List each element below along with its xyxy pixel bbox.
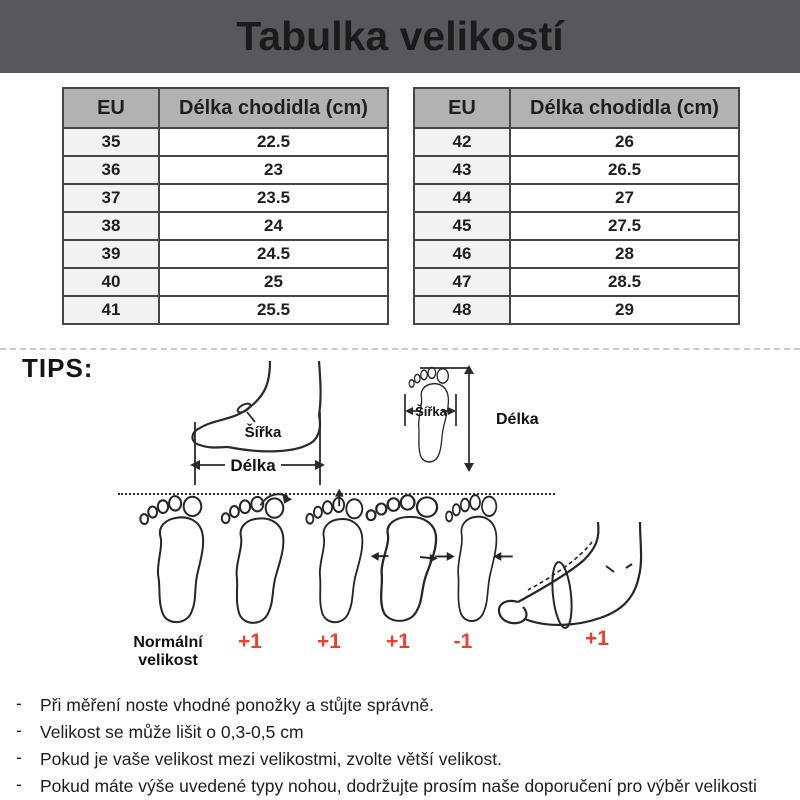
length-cell: 24 [159,212,388,240]
note-item [16,773,794,800]
note-text: Pokud je vaše velikost mezi velikostmi, zvolte větší velikost. [40,749,502,769]
length-cell: 29 [510,296,739,324]
size-cell: 48 [414,296,510,324]
column-header-eu: EU [63,88,159,128]
size-table-eu-42-48 [413,87,740,325]
side-view-foot-measure-illustration [185,358,395,490]
top-view-footprint-measure-illustration [393,360,593,478]
tips-heading: TIPS: [22,353,94,383]
size-cell: 39 [63,240,159,268]
length-cell: 25.5 [159,296,388,324]
bullet-dash: - [16,747,22,767]
footprint-normal-illustration [129,492,224,637]
length-cell: 28 [510,240,739,268]
note-item [16,746,794,773]
table-header-row [63,88,388,128]
note-text: Při měření noste vhodné ponožky a stůjte správně. [40,695,434,715]
size-cell: 44 [414,184,510,212]
column-header-eu: EU [414,88,510,128]
column-header-length: Délka chodidla (cm) [159,88,388,128]
length-cell: 23.5 [159,184,388,212]
length-cell: 23 [159,156,388,184]
table-row [414,156,739,184]
size-cell: 41 [63,296,159,324]
top-width-label: Šířka [415,404,447,419]
size-cell: 37 [63,184,159,212]
size-table-eu-35-41 [62,87,389,325]
table-row [63,184,388,212]
bullet-dash: - [16,774,22,794]
table-row [63,296,388,324]
foot-type-label-plus1: +1 [238,630,262,653]
length-cell: 26 [510,128,739,156]
size-cell: 38 [63,212,159,240]
foot-type-label-plus1: +1 [585,627,609,650]
length-cell: 27.5 [510,212,739,240]
length-cell: 28.5 [510,268,739,296]
footprint-bunion-illustration [212,484,300,636]
note-text: Pokud máte výše uvedené typy nohou, dodržujte prosím naše doporučení pro výběr velikosti [40,776,757,796]
table-row [414,240,739,268]
notes-list [16,692,794,800]
foot-type-label-minus1: -1 [453,630,473,653]
side-width-label: Šířka [244,424,282,441]
size-cell: 42 [414,128,510,156]
length-cell: 26.5 [510,156,739,184]
size-cell: 47 [414,268,510,296]
column-header-length: Délka chodidla (cm) [510,88,739,128]
length-cell: 27 [510,184,739,212]
size-cell: 35 [63,128,159,156]
table-row [414,296,739,324]
size-cell: 45 [414,212,510,240]
size-cell: 40 [63,268,159,296]
table-row [414,128,739,156]
title-banner [0,0,800,73]
table-row [63,268,388,296]
table-row [63,240,388,268]
table-row [414,268,739,296]
foot-type-label-normal: Normální velikost [133,634,203,669]
size-cell: 43 [414,156,510,184]
foot-type-label-plus1: +1 [317,630,341,653]
table-row [63,212,388,240]
page-title: Tabulka velikostí [236,13,564,59]
table-header-row [414,88,739,128]
bullet-dash: - [16,720,22,740]
size-cell: 36 [63,156,159,184]
side-length-label: Délka [230,456,276,475]
length-cell: 22.5 [159,128,388,156]
length-cell: 25 [159,268,388,296]
dashed-divider [0,348,800,350]
size-cell: 46 [414,240,510,268]
table-row [63,156,388,184]
note-item [16,692,794,719]
foot-type-label-plus1: +1 [386,630,410,653]
high-instep-foot-illustration [492,518,654,630]
note-item [16,719,794,746]
length-cell: 24.5 [159,240,388,268]
table-row [63,128,388,156]
top-length-label: Délka [496,411,539,428]
bullet-dash: - [16,693,22,713]
note-text: Velikost se může lišit o 0,3-0,5 cm [40,722,304,742]
table-row [414,184,739,212]
table-row [414,212,739,240]
